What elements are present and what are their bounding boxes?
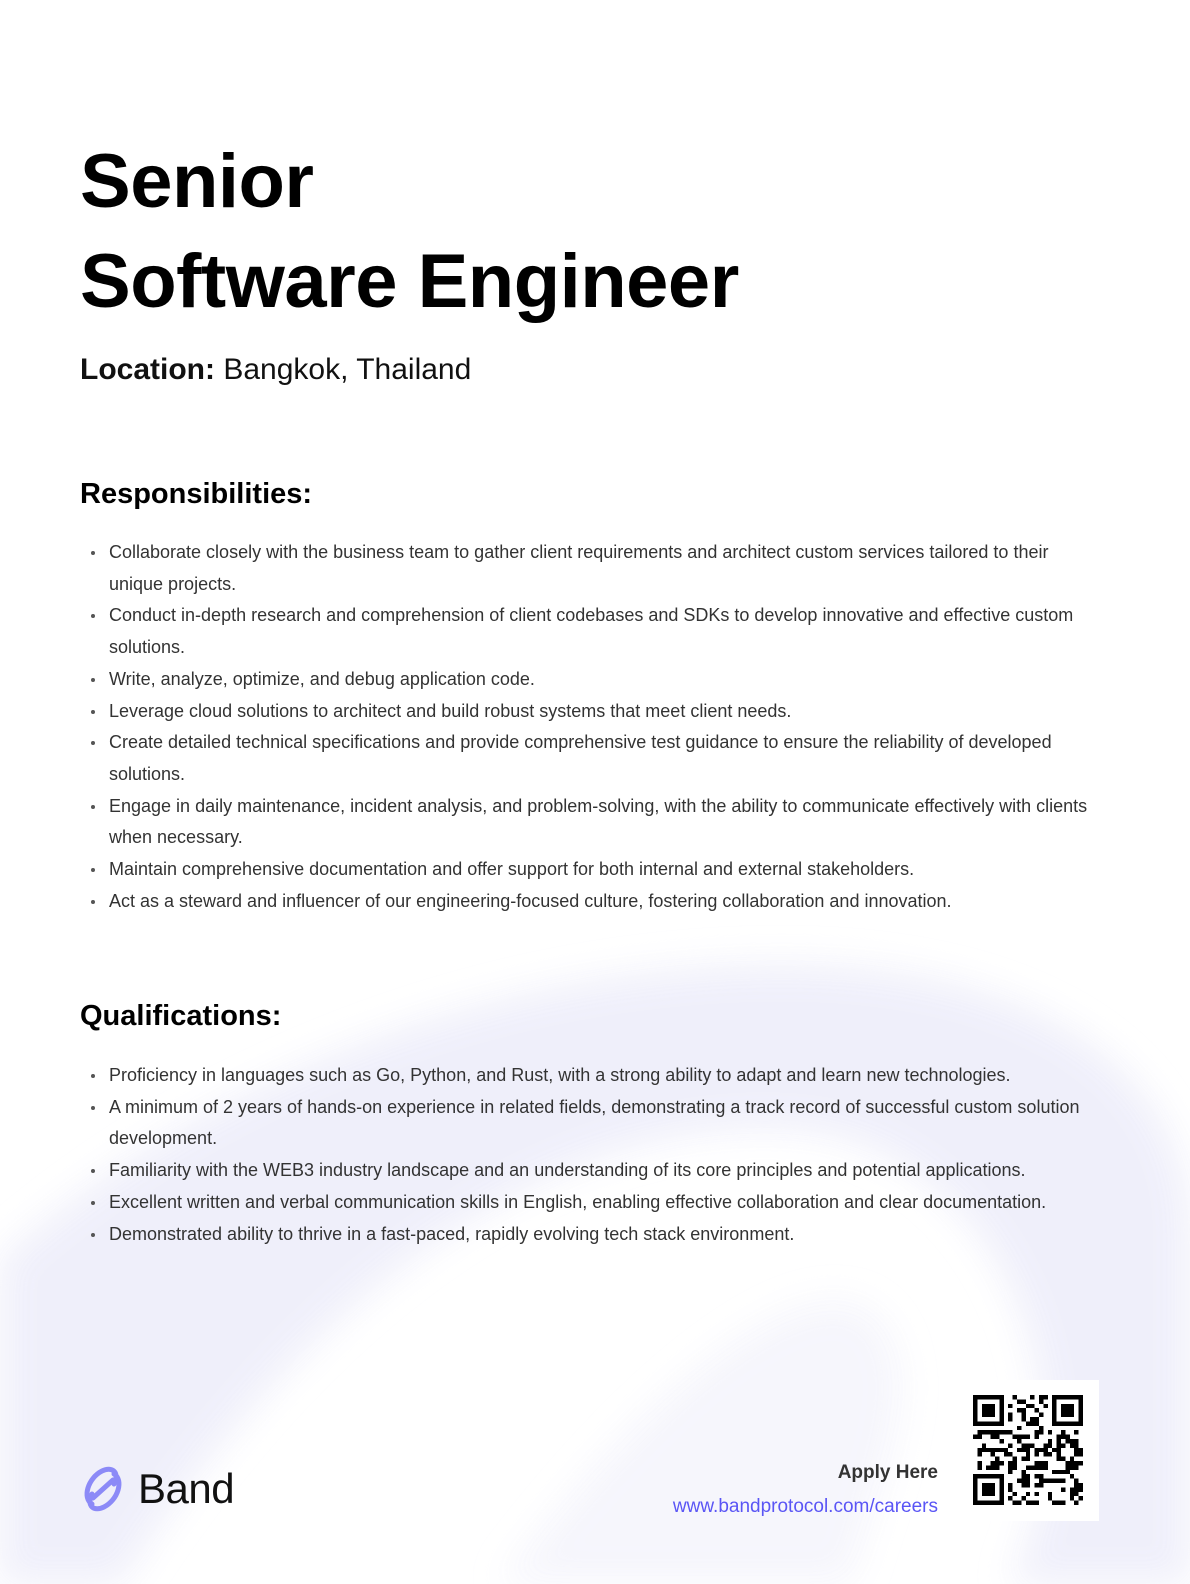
- list-item: [80, 696, 1090, 728]
- list-item-text: Proficiency in languages such as Go, Python, and Rust, with a strong ability to adapt and learn new technologies.: [109, 1065, 1011, 1085]
- careers-link[interactable]: www.bandprotocol.com/careers: [672, 1496, 938, 1517]
- responsibilities-heading: Responsibilities:: [80, 478, 313, 510]
- list-item: [80, 791, 1090, 854]
- qualifications-heading: Qualifications:: [80, 1000, 282, 1032]
- location-value: Bangkok, Thailand: [223, 353, 472, 386]
- list-item: [80, 600, 1090, 663]
- list-item: [80, 1092, 1090, 1155]
- page-title: [80, 132, 739, 332]
- list-item: [80, 886, 1090, 918]
- list-item-text: Conduct in-depth research and comprehension of client codebases and SDKs to develop innovative and effective custom solutions.: [109, 605, 1074, 658]
- qr-code[interactable]: [958, 1380, 1099, 1521]
- list-item: [80, 1219, 1090, 1251]
- bullet-icon: [91, 1201, 95, 1205]
- list-item-text: Excellent written and verbal communication skills in English, enabling effective collaboration and clear documentation.: [109, 1191, 1047, 1212]
- qualifications-list: [80, 1060, 1090, 1250]
- bullet-icon: [91, 1074, 95, 1078]
- band-logo-text: Band: [138, 1465, 235, 1512]
- list-item: [80, 1187, 1090, 1219]
- bullet-icon: [91, 551, 95, 555]
- list-item: [80, 664, 1090, 696]
- list-item: [80, 1060, 1090, 1092]
- title-line-2: Software Engineer: [80, 239, 739, 324]
- list-item-text: Leverage cloud solutions to architect and build robust systems that meet client needs.: [109, 700, 792, 721]
- bullet-icon: [91, 868, 95, 872]
- list-item: [80, 854, 1090, 886]
- list-item-text: Write, analyze, optimize, and debug application code.: [109, 668, 535, 689]
- qr-code-icon: [973, 1394, 1083, 1506]
- apply-label: Apply Here: [837, 1462, 938, 1483]
- list-item: [80, 727, 1090, 790]
- bullet-icon: [91, 678, 95, 682]
- list-item-text: Maintain comprehensive documentation and offer support for both internal and external stakeholders.: [109, 859, 915, 880]
- list-item-text: Engage in daily maintenance, incident analysis, and problem-solving, with the ability to communicate effectively with clients when necessary.: [109, 795, 1088, 848]
- list-item-text: Familiarity with the WEB3 industry landscape and an understanding of its core principles and potential applications.: [109, 1160, 1026, 1181]
- bullet-icon: [91, 1106, 95, 1110]
- responsibilities-list: [80, 537, 1090, 917]
- bullet-icon: [91, 1233, 95, 1237]
- apply-section: [673, 1462, 938, 1518]
- location-label: Location:: [80, 353, 215, 386]
- bullet-icon: [91, 710, 95, 714]
- list-item: [80, 1155, 1090, 1187]
- bullet-icon: [91, 614, 95, 618]
- list-item-text: A minimum of 2 years of hands-on experience in related fields, demonstrating a track record of successful custom solution development.: [109, 1096, 1080, 1149]
- title-line-1: Senior: [80, 139, 314, 224]
- bullet-icon: [91, 741, 95, 745]
- list-item: [80, 537, 1090, 600]
- location: [80, 353, 471, 387]
- list-item-text: Create detailed technical specifications and provide comprehensive test guidance to ensure the reliability of developed solutions.: [109, 732, 1052, 784]
- band-logo: [78, 1464, 234, 1514]
- list-item-text: Collaborate closely with the business team to gather client requirements and architect custom services tailored to their unique projects.: [109, 542, 1049, 594]
- list-item-text: Demonstrated ability to thrive in a fast-paced, rapidly evolving tech stack environment.: [109, 1223, 795, 1244]
- band-logo-icon: [78, 1464, 128, 1514]
- bullet-icon: [91, 900, 95, 904]
- list-item-text: Act as a steward and influencer of our engineering-focused culture, fostering collaboration and innovation.: [109, 890, 952, 911]
- bullet-icon: [91, 1169, 95, 1173]
- bullet-icon: [91, 805, 95, 809]
